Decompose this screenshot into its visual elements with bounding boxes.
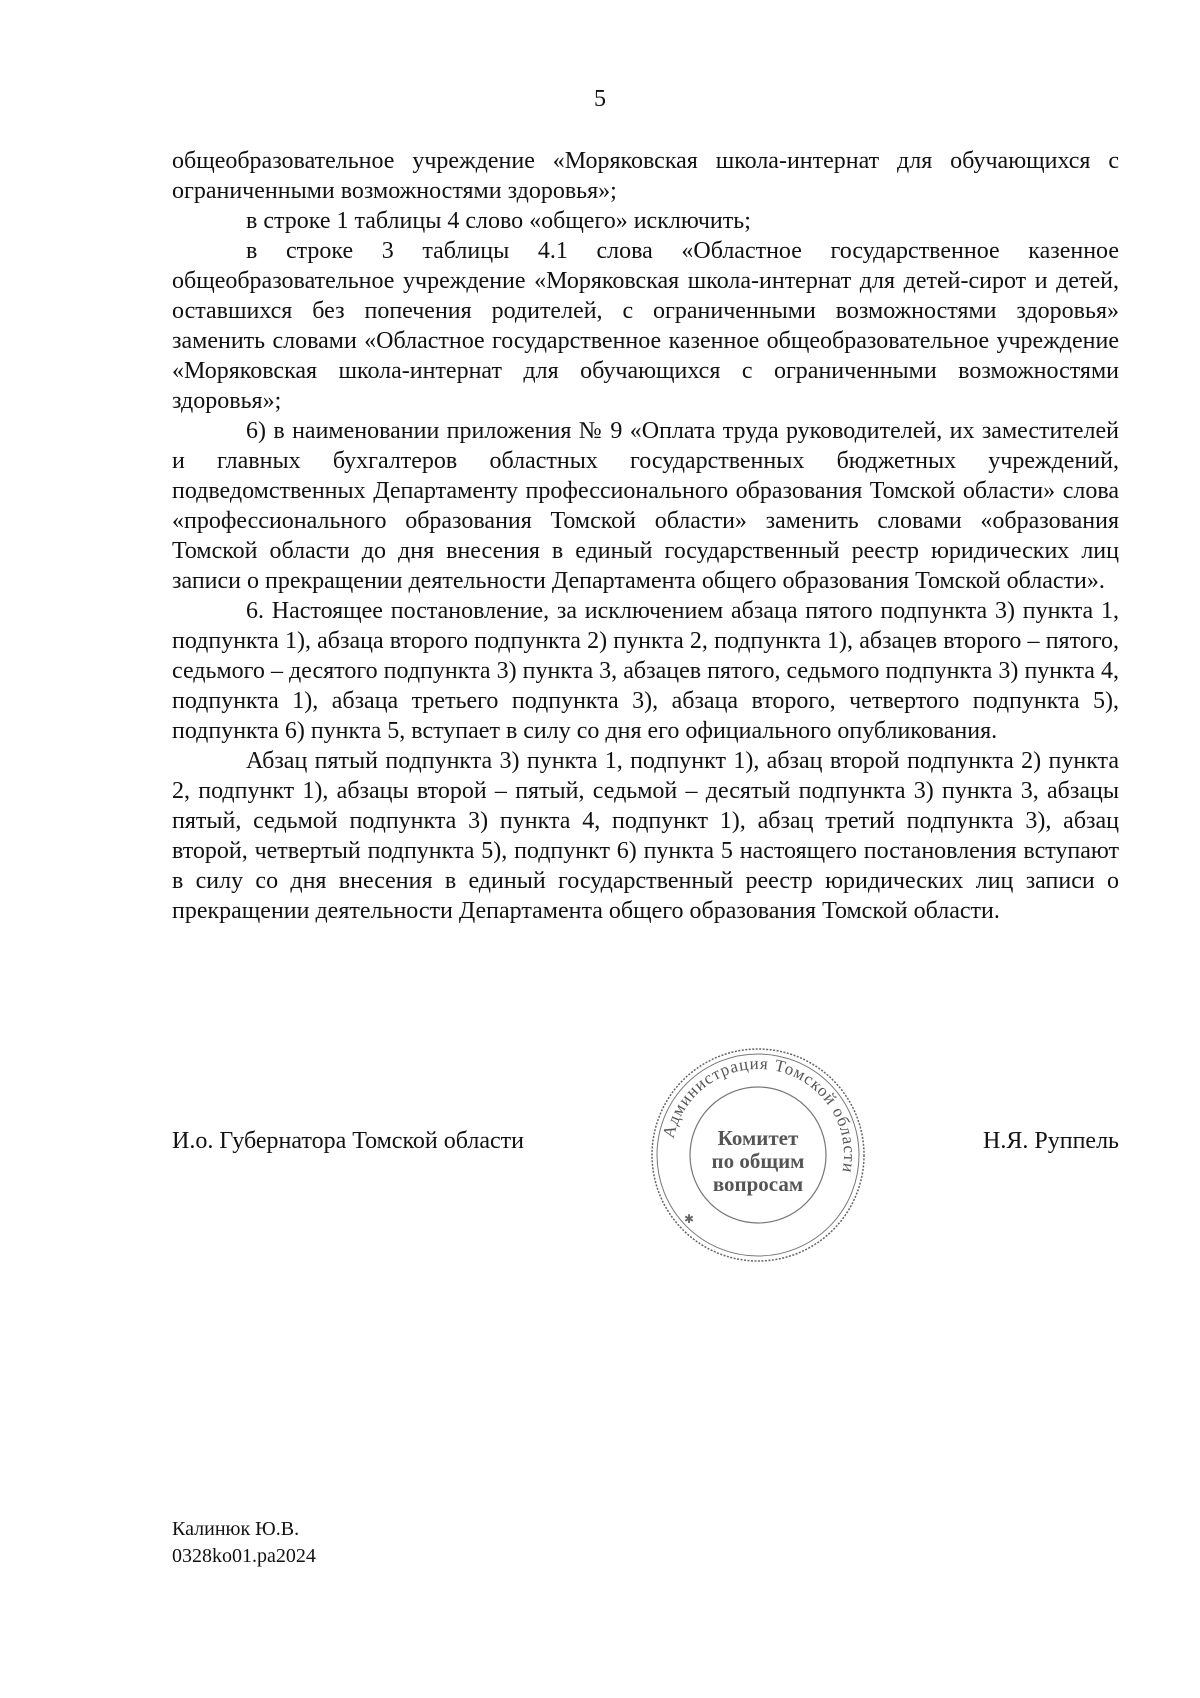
document-footer xyxy=(172,1516,316,1570)
paragraph-table-4-1: в строке 3 таблицы 4.1 слова «Областное государственное казенное общеобразовательное учреждение «Моряковская школа-интернат для детей-сирот и детей, оставшихся без попечения родителей, с ограниченными возможностями здоровья» заменить словами «Областное государственное казенное общеобразовательное учреждение «Моряковская школа-интернат для обучающихся с ограниченными возможностями здоровья»; xyxy=(172,238,1119,414)
page-number: 5 xyxy=(594,86,606,112)
document-body xyxy=(172,146,1119,926)
paragraph-table-4: в строке 1 таблицы 4 слово «общего» исключить; xyxy=(246,208,751,234)
seal-line-2: по общим xyxy=(711,1149,805,1173)
paragraph-continuation: общеобразовательное учреждение «Моряковская школа-интернат для обучающихся с ограниченными возможностями здоровья»; xyxy=(172,148,1119,204)
seal-star-icon: ✱ xyxy=(684,1212,695,1226)
paragraph-effective-date: Абзац пятый подпункта 3) пункта 1, подпункт 1), абзац второй подпункта 2) пункта 2, подпункт 1), абзацы второй – пятый, седьмой – десятый подпункта 3) пункта 3, абзацы пятый, седьмой подпункта 3) пункта 4, подпункт 1), абзац третий подпункта 3), абзац второй, четвертый подпункта 5), подпункт 6) пункта 5 настоящего постановления вступают в силу со дня внесения в единый государственный реестр юридических лиц записи о прекращении деятельности Департамента общего образования Томской области. xyxy=(172,748,1119,924)
seal-line-3: вопросам xyxy=(712,1172,804,1196)
seal-ring-text: Администрация Томской области xyxy=(658,1053,860,1175)
signatory-name: Н.Я. Руппель xyxy=(983,1128,1119,1154)
signatory-position: И.о. Губернатора Томской области xyxy=(172,1128,524,1154)
paragraph-appendix-9: 6) в наименовании приложения № 9 «Оплата труда руководителей, их заместителей и главных бухгалтеров областных государственных бюджетных учреждений, подведомственных Департаменту профессионального образования Томской области» слова «профессионального образования Томской области» заменить словами «образования Томской области до дня внесения в единый государственный реестр юридических лиц записи о прекращении деятельности Департамента общего образования Томской области». xyxy=(172,418,1119,594)
author-name: Калинюк Ю.В. xyxy=(172,1518,300,1540)
paragraph-point-6: 6. Настоящее постановление, за исключением абзаца пятого подпункта 3) пункта 1, подпункта 1), абзаца второго подпункта 2) пункта 2, подпункта 1), абзацев второго – пятого, седьмого – десятого подпункта 3) пункта 3, абзацев пятого, седьмого подпункта 3) пункта 4, подпункта 1), абзаца третьего подпункта 3), абзаца второго, четвертого подпункта 5), подпункта 6) пункта 5, вступает в силу со дня его официального опубликования. xyxy=(172,598,1119,744)
seal-line-1: Комитет xyxy=(717,1126,799,1150)
official-seal xyxy=(648,1045,868,1265)
document-code: 0328ko01.pa2024 xyxy=(172,1545,316,1567)
seal-stamp-icon xyxy=(648,1045,868,1265)
